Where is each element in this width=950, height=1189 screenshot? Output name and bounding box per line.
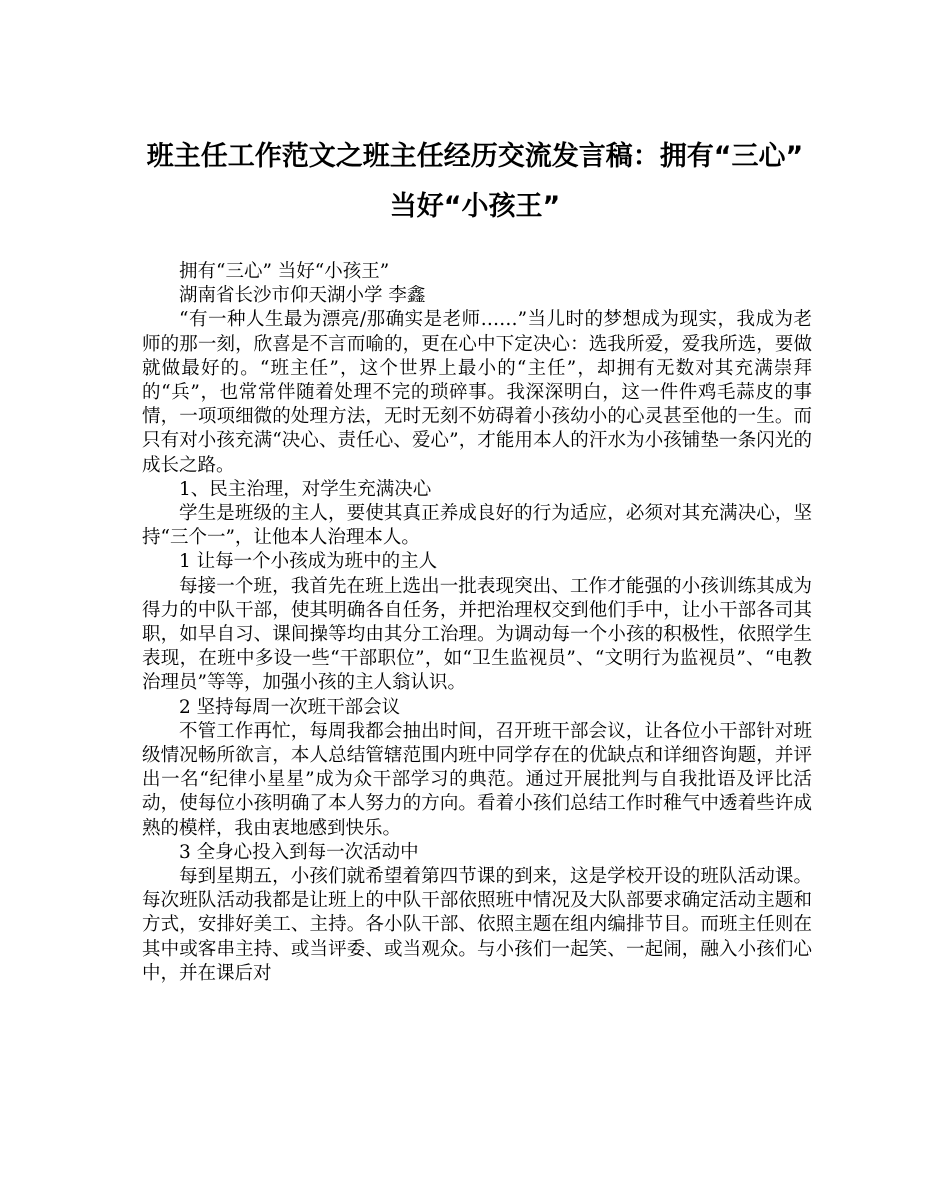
document-body — [142, 260, 812, 986]
body-paragraph: 学生是班级的主人，要使其真正养成良好的行为适应，必须对其充满决心，坚持“三个一”，让他本人治理本人。 — [142, 503, 812, 549]
subsection-heading-2: 2 坚持每周一次班干部会议 — [179, 696, 401, 718]
author-paragraph: 湖南省长沙市仰天湖小学 李鑫 — [179, 285, 426, 307]
body-paragraph: 每到星期五，小孩们就希望着第四节课的到来，这是学校开设的班队活动课。每次班队活动我都是让班上的中队干部依照班中情况及大队部要求确定活动主题和方式，安排好美工、主持。各小队干部、依照主题在组内编排节目。而班主任则在其中或客串主持、或当评委、或当观众。与小孩们一起笑、一起闹，融入小孩们心中，并在课后对 — [142, 866, 812, 984]
subtitle-paragraph: 拥有“三心” 当好“小孩王” — [179, 261, 390, 282]
section-heading-1: 1、民主治理，对学生充满决心 — [179, 478, 432, 500]
subsection-heading-1: 1 让每一个小孩成为班中的主人 — [179, 551, 438, 573]
intro-paragraph: “有一种人生最为漂亮/那确实是老师……”当儿时的梦想成为现实，我成为老师的那一刻，欣喜是不言而喻的，更在心中下定决心：选我所爱，爱我所选，要做就做最好的。“班主任”，这个世界上最小的“主任”，却拥有无数对其充满崇拜的“兵”，也常常伴随着处理不完的琐碎事。我深深明白，这一件件鸡毛蒜皮的事情，一项项细微的处理方法，无时无刻不妨碍着小孩幼小的心灵甚至他的一生。而只有对小孩充满“决心、责任心、爱心”，才能用本人的汗水为小孩铺垫一条闪光的成长之路。 — [142, 309, 812, 476]
body-paragraph: 不管工作再忙，每周我都会抽出时间，召开班干部会议，让各位小干部针对班级情况畅所欲言，本人总结管辖范围内班中同学存在的优缺点和详细咨询题，并评出一名“纪律小星星”成为众干部学习的典范。通过开展批判与自我批语及评比活动，使每位小孩明确了本人努力的方向。看着小孩们总结工作时稚气中透着些许成熟的模样，我由衷地感到快乐。 — [142, 720, 812, 839]
body-paragraph: 每接一个班，我首先在班上选出一批表现突出、工作才能强的小孩训练其成为得力的中队干部，使其明确各自任务，并把治理权交到他们手中，让小干部各司其职，如早自习、课间操等均由其分工治理。为调动每一个小孩的积极性，依照学生表现，在班中多设一些“干部职位”，如“卫生监视员”、“文明行为监视员”、“电教治理员”等等，加强小孩的主人翁认识。 — [142, 575, 812, 694]
document-title: 班主任工作范文之班主任经历交流发言稿：拥有“三心” 当好“小孩王” — [146, 141, 804, 222]
subsection-heading-3: 3 全身心投入到每一次活动中 — [179, 841, 419, 863]
